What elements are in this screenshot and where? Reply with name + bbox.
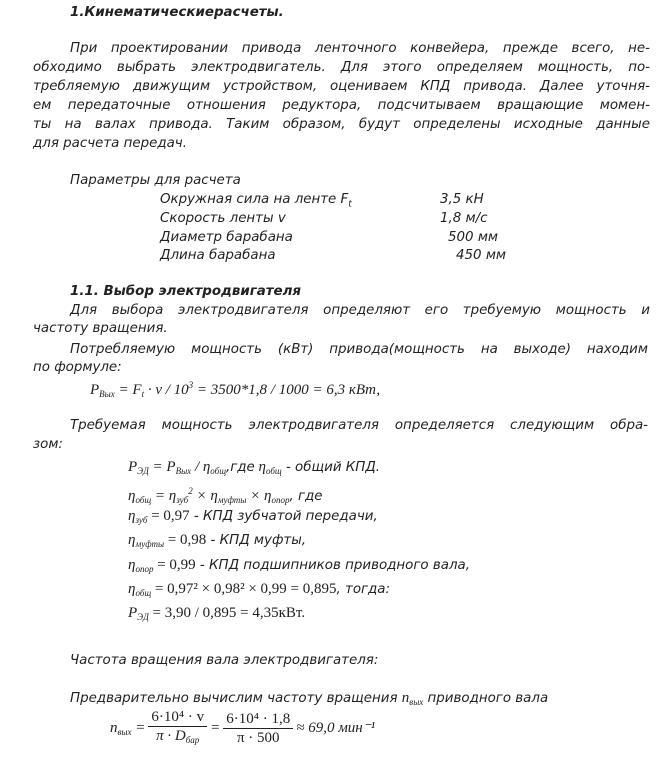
formula-required-power: $P_{ЭД} = P_{Вых} / \eta_{общ},где$ $\eta_{общ}$ - общий КПД.: [128, 459, 381, 476]
intro-line: ем передаточные отношения редуктора, подсчитываем вращающие момен-: [33, 98, 650, 113]
formula-output-speed: $n_{вых}$ = $\frac{\text{6·10⁴ · v}}{\pi \cdot D_{бар}}$ = $\frac{\text{6·10⁴ · 1,8}}{\pi \cdot 500}$ ≈ 69,0 мин⁻¹: [110, 709, 376, 746]
paragraph-line: Предварительно вычислим частоту вращения $n_{вых}$ приводного вала: [70, 690, 549, 707]
formula-coupling-efficiency: $\eta_{муфты} = 0,98$ - КПД муфты,: [128, 532, 307, 549]
paragraph-line: Требуемая мощность электродвигателя определяется следующим обра-: [70, 418, 648, 433]
formula-required-power-value: $P_{ЭД} = 3,90 / 0,895 = 4,35кВт$.: [128, 605, 306, 622]
param-value: 450 мм: [456, 248, 507, 263]
heading-motor-selection: 1.1. Выбор электродвигателя: [70, 284, 301, 299]
intro-line: ты на валах привода. Таким образом, будут определены исходные данные: [33, 117, 650, 132]
formula-bearing-efficiency: $\eta_{опор} = 0,99$ - КПД подшипников приводного вала,: [128, 557, 470, 574]
param-label: Диаметр барабана: [160, 230, 293, 245]
heading-kinematics: 1.Кинематическиерасчеты.: [70, 5, 284, 20]
formula-power-output: $P_{Вых} = F_t \cdot v / 10^3 = 3500*1,8 / 1000 = 6,3$ кВт,: [90, 380, 381, 399]
params-title: Параметры для расчета: [70, 173, 241, 188]
formula-total-efficiency: $\eta_{общ} = \eta_{зуб}^2 \times \eta_{муфты} \times \eta_{опор}$, где: [128, 486, 323, 505]
paragraph-line: Для выбора электродвигателя определяют его требуемую мощность и: [70, 303, 650, 318]
intro-line: требляемую движущим устройством, оцениваем КПД привода. Далее уточня-: [33, 79, 650, 94]
paragraph-line: частоту вращения.: [33, 321, 168, 336]
param-label: Длина барабана: [160, 248, 276, 263]
param-value: 3,5 кН: [440, 192, 484, 207]
paragraph-line: зом:: [33, 437, 63, 452]
paragraph-line: Частота вращения вала электродвигателя:: [70, 653, 379, 668]
formula-total-efficiency-value: $\eta_{общ} = 0,97^2 \times 0,98^2 \times 0,99 = 0,895$, тогда:: [128, 581, 391, 598]
param-label: Окружная сила на ленте $F_t$: [160, 192, 352, 210]
intro-line: обходимо выбрать электродвигатель. Для этого определяем мощность, по-: [33, 60, 650, 75]
param-value: 500 мм: [448, 230, 499, 245]
intro-line: для расчета передач.: [33, 136, 187, 151]
param-label: Скорость ленты v: [160, 211, 286, 226]
paragraph-line: Потребляемую мощность (кВт) привода(мощность на выходе) находим: [70, 342, 648, 357]
intro-line: При проектировании привода ленточного конвейера, прежде всего, не-: [70, 41, 650, 56]
param-value: 1,8 м/с: [440, 211, 488, 226]
formula-gear-efficiency: $\eta_{зуб} = 0,97$ - КПД зубчатой передачи,: [128, 508, 378, 525]
paragraph-line: по формуле:: [33, 360, 122, 375]
